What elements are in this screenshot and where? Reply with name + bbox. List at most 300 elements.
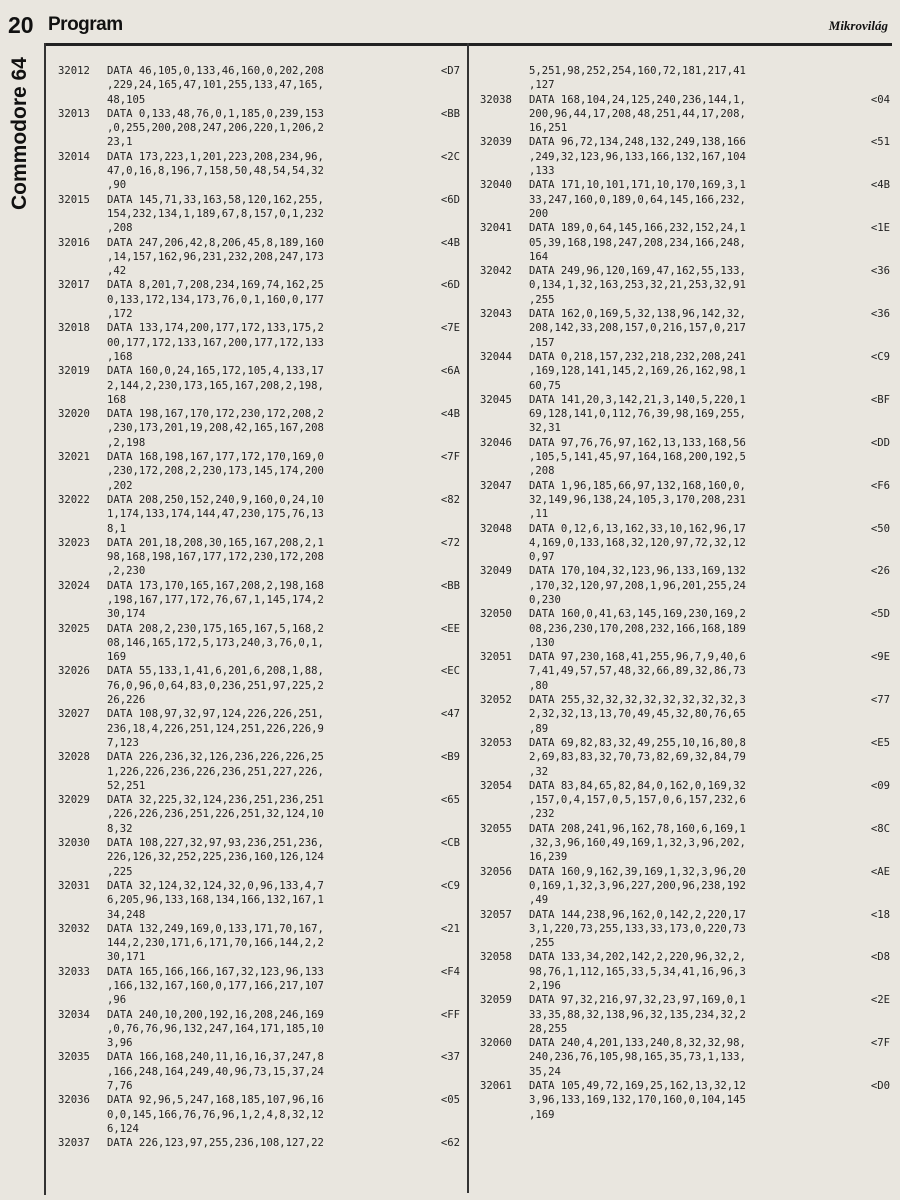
line-number: 32045 [480,393,512,406]
checksum: <18 [870,908,890,921]
data-statement: 30,174 [107,608,146,621]
listing-line [480,379,890,393]
listing-line [480,1022,890,1036]
listing-line [58,850,460,864]
data-statement: DATA 160,9,162,39,169,1,32,3,96,20 [529,865,746,878]
checksum: <D8 [870,951,890,964]
checksum: <6A [440,365,460,378]
listing-line [480,193,890,207]
listing-line [58,664,460,678]
listing-line [480,636,890,650]
listing-line [58,1065,460,1079]
listing-line [58,765,460,779]
line-number: 32055 [480,822,512,835]
listing-column-left [58,64,460,1151]
listing-line [480,135,890,149]
listing-line [58,807,460,821]
listing-line [480,207,890,221]
listing-line [58,221,460,235]
checksum: <05 [440,1094,460,1107]
listing-line [58,536,460,550]
listing-line [480,850,890,864]
checksum: <47 [440,708,460,721]
checksum: <77 [870,694,890,707]
listing-line [58,564,460,578]
line-number: 32017 [58,279,90,292]
data-statement: 69,128,141,0,112,76,39,98,169,255, [529,408,746,421]
listing-line [480,364,890,378]
line-number: 32046 [480,436,512,449]
line-number: 32036 [58,1094,90,1107]
line-number: 32025 [58,622,90,635]
data-statement: ,2,198 [107,436,146,449]
listing-line [58,1008,460,1022]
listing-line [480,693,890,707]
data-statement: ,32,3,96,160,49,169,1,32,3,96,202, [529,837,746,850]
listing-line [58,407,460,421]
checksum: <7E [440,322,460,335]
magazine-name: Mikrovilág [828,18,888,33]
data-statement: 0,97 [529,551,555,564]
checksum: <AE [870,865,890,878]
data-statement: ,168 [107,350,133,363]
data-statement: 98,76,1,112,165,33,5,34,41,16,96,3 [529,965,746,978]
line-number: 32015 [58,193,90,206]
checksum: <F4 [440,965,460,978]
data-statement: DATA 240,4,201,133,240,8,32,32,98, [529,1037,746,1050]
data-statement: DATA 145,71,33,163,58,120,162,255, [107,193,324,206]
checksum: <FF [440,1008,460,1021]
line-number: 32037 [58,1137,90,1150]
data-statement: DATA 255,32,32,32,32,32,32,32,32,3 [529,694,746,707]
listing-line [58,464,460,478]
listing-line [480,622,890,636]
listing-line [58,607,460,621]
listing-line [480,1050,890,1064]
line-number: 32012 [58,65,90,77]
listing-line [58,936,460,950]
data-statement: 0,169,1,32,3,96,227,200,96,238,192 [529,879,746,892]
checksum: <6D [440,193,460,206]
data-statement: 7,76 [107,1080,133,1093]
data-statement: DATA 201,18,208,30,165,167,208,2,1 [107,536,324,549]
checksum: <82 [440,493,460,506]
data-statement: ,133 [529,165,555,178]
data-statement: 98,168,198,167,177,172,230,172,208 [107,551,324,564]
line-number: 32048 [480,522,512,535]
data-statement: ,170,32,120,97,208,1,96,201,255,24 [529,579,746,592]
data-statement: 236,18,4,226,251,124,251,226,226,9 [107,722,324,735]
data-statement: ,32 [529,765,549,778]
line-number: 32041 [480,222,512,235]
listing-line [58,893,460,907]
data-statement: 33,35,88,32,138,96,32,135,234,32,2 [529,1008,746,1021]
listing-line [480,879,890,893]
listing-line [480,679,890,693]
checksum: <04 [870,93,890,106]
checksum: <CB [440,837,460,850]
checksum: <7F [440,451,460,464]
data-statement: 08,146,165,172,5,173,240,3,76,0,1, [107,636,324,649]
data-statement: 26,226 [107,694,146,707]
data-statement: 30,171 [107,951,146,964]
listing-line [58,364,460,378]
listing-line [58,950,460,964]
data-statement: DATA 162,0,169,5,32,138,96,142,32, [529,308,746,321]
data-statement: ,169,128,141,145,2,169,26,162,98,1 [529,365,746,378]
data-statement: ,249,32,123,96,133,166,132,167,104 [529,150,746,163]
checksum: <BF [870,393,890,406]
listing-line [58,1093,460,1107]
listing-line [58,421,460,435]
data-statement: ,2,230 [107,565,146,578]
data-statement: ,169 [529,1108,555,1121]
line-number: 32022 [58,493,90,506]
listing-line [480,78,890,92]
listing-line [480,493,890,507]
data-statement: DATA 0,133,48,76,0,1,185,0,239,153 [107,107,324,120]
data-statement: ,198,167,177,172,76,67,1,145,174,2 [107,593,324,606]
data-statement: ,14,157,162,96,231,232,208,247,173 [107,250,324,263]
data-statement: DATA 165,166,166,167,32,123,96,133 [107,965,324,978]
listing-line [58,722,460,736]
data-statement: DATA 160,0,24,165,172,105,4,133,17 [107,365,324,378]
data-statement: DATA 0,218,157,232,218,232,208,241 [529,350,746,363]
listing-line [58,479,460,493]
line-number: 32023 [58,536,90,549]
line-number: 32026 [58,665,90,678]
data-statement: DATA 226,123,97,255,236,108,127,22 [107,1137,324,1150]
listing-line [58,278,460,292]
data-statement: DATA 1,96,185,66,97,132,168,160,0, [529,479,746,492]
side-label [8,57,40,240]
listing-line [58,793,460,807]
listing-line [480,164,890,178]
data-statement: DATA 97,230,168,41,255,96,7,9,40,6 [529,651,746,664]
data-statement: DATA 97,76,76,97,162,13,133,168,56 [529,436,746,449]
data-statement: DATA 160,0,41,63,145,169,230,169,2 [529,608,746,621]
data-statement: 0,133,172,134,173,76,0,1,160,0,177 [107,293,324,306]
listing-line [480,950,890,964]
listing-line [58,1050,460,1064]
listing-line [480,865,890,879]
listing-line [58,121,460,135]
data-statement: DATA 208,2,230,175,165,167,5,168,2 [107,622,324,635]
data-statement: 23,1 [107,136,133,149]
data-statement: 6,205,96,133,168,134,166,132,167,1 [107,894,324,907]
listing-line [58,979,460,993]
listing-line [58,250,460,264]
data-statement: 200,96,44,17,208,48,251,44,17,208, [529,107,746,120]
checksum: <5D [870,608,890,621]
line-number: 32039 [480,136,512,149]
line-number: 32035 [58,1051,90,1064]
line-number: 32043 [480,308,512,321]
listing-line [480,393,890,407]
listing-line [480,750,890,764]
line-number: 32024 [58,579,90,592]
listing-line [58,264,460,278]
data-statement: 48,105 [107,93,146,106]
line-number: 32057 [480,908,512,921]
line-number: 32030 [58,837,90,850]
listing-line [480,664,890,678]
line-number: 32044 [480,350,512,363]
data-statement: DATA 168,198,167,177,172,170,169,0 [107,451,324,464]
listing-line [480,1008,890,1022]
line-number: 32053 [480,736,512,749]
data-statement: 169 [107,651,127,664]
data-statement: DATA 32,225,32,124,236,251,236,251 [107,794,324,807]
data-statement: 7,41,49,57,57,48,32,66,89,32,86,73 [529,665,746,678]
data-statement: 32,31 [529,422,561,435]
listing-line [480,307,890,321]
data-statement: DATA 132,249,169,0,133,171,70,167, [107,922,324,935]
line-number: 32058 [480,951,512,964]
line-number: 32032 [58,922,90,935]
listing-line [480,564,890,578]
line-number: 32013 [58,107,90,120]
listing-line [58,150,460,164]
data-statement: ,0,255,200,208,247,206,220,1,206,2 [107,122,324,135]
page-header [0,0,900,46]
data-statement: DATA 69,82,83,32,49,255,10,16,80,8 [529,736,746,749]
listing-line [480,64,890,78]
data-statement: ,255 [529,937,555,950]
data-statement: DATA 8,201,7,208,234,169,74,162,25 [107,279,324,292]
listing-line [58,107,460,121]
checksum: <4B [440,408,460,421]
checksum: <D0 [870,1080,890,1093]
checksum: <65 [440,794,460,807]
checksum: <09 [870,779,890,792]
checksum: <EE [440,622,460,635]
checksum: <8C [870,822,890,835]
listing-line [58,307,460,321]
listing-line [480,507,890,521]
line-number: 32019 [58,365,90,378]
listing-line [480,836,890,850]
listing-line [480,736,890,750]
listing-line [480,1079,890,1093]
data-statement: ,166,132,167,160,0,177,166,217,107 [107,980,324,992]
data-statement: DATA 168,104,24,125,240,236,144,1, [529,93,746,106]
line-number: 32033 [58,965,90,978]
listing-line [480,550,890,564]
checksum: <BB [440,579,460,592]
data-statement: 2,32,32,13,13,70,49,45,32,80,76,65 [529,708,746,721]
listing-line [480,321,890,335]
line-number: 32050 [480,608,512,621]
line-number: 32049 [480,565,512,578]
listing-line [480,450,890,464]
checksum: <B9 [440,751,460,764]
listing-line [480,965,890,979]
data-statement: DATA 173,223,1,201,223,208,234,96, [107,150,324,163]
data-statement: 168 [107,393,127,406]
line-number: 32061 [480,1080,512,1093]
data-statement: DATA 141,20,3,142,21,3,140,5,220,1 [529,393,746,406]
data-statement: DATA 133,174,200,177,172,133,175,2 [107,322,324,335]
data-statement: DATA 166,168,240,11,16,16,37,247,8 [107,1051,324,1064]
data-statement: ,49 [529,894,549,907]
listing-line [58,321,460,335]
listing-line [480,293,890,307]
data-statement: DATA 208,250,152,240,9,160,0,24,10 [107,493,324,506]
line-number: 32029 [58,794,90,807]
listing-line [58,1022,460,1036]
line-number: 32014 [58,150,90,163]
data-statement: DATA 247,206,42,8,206,45,8,189,160 [107,236,324,249]
data-statement: DATA 105,49,72,169,25,162,13,32,12 [529,1080,746,1093]
data-statement: DATA 198,167,170,172,230,172,208,2 [107,408,324,421]
listing-line [480,107,890,121]
data-statement: ,105,5,141,45,97,164,168,200,192,5 [529,451,746,464]
listing-line [480,121,890,135]
listing-line [480,936,890,950]
checksum: <26 [870,565,890,578]
listing-line [480,350,890,364]
data-statement: 28,255 [529,1022,568,1035]
listing-line [58,193,460,207]
data-statement: 154,232,134,1,189,67,8,157,0,1,232 [107,207,324,220]
listing-line [58,1079,460,1093]
listing-line [480,1093,890,1107]
listing-line [480,1108,890,1122]
listing-line [480,421,890,435]
checksum: <BB [440,107,460,120]
checksum: <2C [440,150,460,163]
listing-line [480,979,890,993]
listing-line [58,550,460,564]
side-label-text: Commodore 64 [8,57,31,210]
data-statement: 208,142,33,208,157,0,216,157,0,217 [529,322,746,335]
data-statement: 4,169,0,133,168,32,120,97,72,32,12 [529,536,746,549]
data-statement: 3,96 [107,1037,133,1050]
listing-line [480,479,890,493]
listing-line [480,1065,890,1079]
listing-line [58,736,460,750]
line-number: 32038 [480,93,512,106]
listing-line [58,93,460,107]
line-number: 32034 [58,1008,90,1021]
data-statement: ,96 [107,994,127,1007]
data-statement: 60,75 [529,379,561,392]
data-statement: ,202 [107,479,133,492]
data-statement: 0,134,1,32,163,253,32,21,253,32,91 [529,279,746,292]
listing-line [58,507,460,521]
listing-line [480,278,890,292]
listing-line [58,1122,460,1136]
data-statement: DATA 0,12,6,13,162,33,10,162,96,17 [529,522,746,535]
data-statement: DATA 55,133,1,41,6,201,6,208,1,88, [107,665,324,678]
listing-line [58,750,460,764]
data-statement: DATA 133,34,202,142,2,220,96,32,2, [529,951,746,964]
listing-line [480,579,890,593]
listing-line [480,822,890,836]
checksum: <C9 [870,350,890,363]
left-border-rule [44,43,46,1195]
data-statement: 226,126,32,252,225,236,160,126,124 [107,851,324,864]
listing-line [58,493,460,507]
data-statement: DATA 46,105,0,133,46,160,0,202,208 [107,65,324,77]
listing-line [58,636,460,650]
data-statement: 1,226,226,236,226,236,251,227,226, [107,765,324,778]
data-statement: 8,32 [107,822,133,835]
data-statement: ,42 [107,265,127,278]
data-statement: DATA 97,32,216,97,32,23,97,169,0,1 [529,994,746,1007]
listing-line [58,865,460,879]
data-statement: 0,230 [529,593,561,606]
listing-line [480,250,890,264]
listing-line [480,722,890,736]
listing-line [58,622,460,636]
listing-line [480,707,890,721]
data-statement: 1,174,133,174,144,47,230,175,76,13 [107,508,324,521]
data-statement: ,11 [529,508,549,521]
data-statement: DATA 92,96,5,247,168,185,107,96,16 [107,1094,324,1107]
data-statement: ,232 [529,808,555,821]
listing-line [480,522,890,536]
listing-line [480,436,890,450]
data-statement: DATA 226,236,32,126,236,226,226,25 [107,751,324,764]
listing-line [58,922,460,936]
checksum: <36 [870,265,890,278]
listing-line [480,407,890,421]
data-statement: DATA 96,72,134,248,132,249,138,166 [529,136,746,149]
data-statement: 16,239 [529,851,568,864]
data-statement: ,255 [529,293,555,306]
listing-line [480,1036,890,1050]
listing-line [480,765,890,779]
checksum: <F6 [870,479,890,492]
data-statement: 00,177,172,133,167,200,177,172,133 [107,336,324,349]
data-statement: DATA 171,10,101,171,10,170,169,3,1 [529,179,746,192]
listing-line [58,822,460,836]
listing-line [58,207,460,221]
data-statement: DATA 108,227,32,97,93,236,251,236, [107,837,324,850]
checksum: <37 [440,1051,460,1064]
data-statement: 33,247,160,0,189,0,64,145,166,232, [529,193,746,206]
listing-line [58,1108,460,1122]
checksum: <EC [440,665,460,678]
listing-line [58,450,460,464]
listing-line [58,436,460,450]
data-statement: DATA 189,0,64,145,166,232,152,24,1 [529,222,746,235]
listing-line [58,650,460,664]
checksum: <1E [870,222,890,235]
listing-line [58,908,460,922]
data-statement: 8,1 [107,522,127,535]
listing-line [58,965,460,979]
checksum: <51 [870,136,890,149]
data-statement-continuation: ,127 [529,79,555,92]
checksum: <2E [870,994,890,1007]
line-number: 32021 [58,451,90,464]
line-number: 32018 [58,322,90,335]
listing-line [58,522,460,536]
data-statement: DATA 108,97,32,97,124,226,226,251, [107,708,324,721]
data-statement: 200 [529,207,549,220]
line-number: 32042 [480,265,512,278]
listing-line [58,679,460,693]
listing-line [480,536,890,550]
data-statement: ,157,0,4,157,0,5,157,0,6,157,232,6 [529,794,746,807]
data-statement: ,208 [529,465,555,478]
line-number: 32016 [58,236,90,249]
checksum: <36 [870,308,890,321]
page-number: 20 [8,12,34,38]
